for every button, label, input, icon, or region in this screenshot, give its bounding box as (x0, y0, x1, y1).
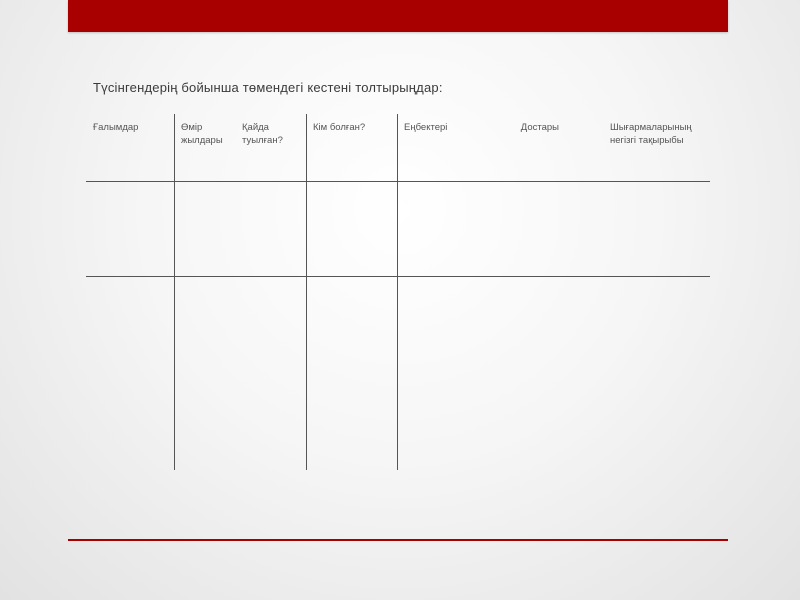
header-who-was (307, 115, 398, 182)
header-works-friends (398, 115, 604, 182)
header-main-theme (604, 115, 710, 182)
header-scientists-label: Ғалымдар (93, 122, 139, 133)
table-cell[interactable] (307, 182, 398, 277)
header-works-label: Еңбектері (404, 122, 448, 133)
table-cell[interactable] (87, 277, 175, 470)
table-cell[interactable] (307, 277, 398, 470)
header-main-theme-label: Шығармаларының негізгі тақырыбы (610, 122, 692, 146)
table-cell[interactable] (604, 182, 710, 277)
header-birthplace-label: Қайда туылған? (242, 122, 283, 146)
header-life-birthplace (175, 115, 307, 182)
table-cell[interactable] (175, 277, 307, 470)
header-life-years-label: Өмір жылдары (181, 122, 223, 146)
table-cell[interactable] (398, 277, 604, 470)
table-header-row (87, 115, 710, 182)
fill-in-table (86, 114, 710, 470)
header-scientists (87, 115, 175, 182)
table-row (87, 277, 710, 470)
table-cell[interactable] (604, 277, 710, 470)
table-cell[interactable] (175, 182, 307, 277)
slide-heading: Түсінгендерің бойынша төмендегі кестені толтырыңдар: (93, 80, 443, 95)
title-bar (68, 0, 728, 32)
footer-divider (68, 539, 728, 541)
table-row (87, 182, 710, 277)
header-who-was-label: Кім болған? (313, 122, 366, 133)
table-cell[interactable] (87, 182, 175, 277)
header-friends-label: Достары (520, 122, 559, 133)
table-cell[interactable] (398, 182, 604, 277)
